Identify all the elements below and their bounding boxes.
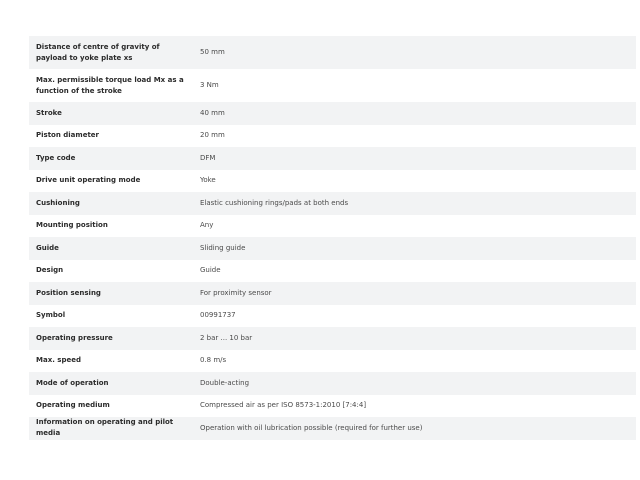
spec-value: 3 Nm [200, 81, 219, 89]
spec-label: Information on operating and pilot media [36, 418, 174, 438]
spec-value: 20 mm [200, 131, 225, 140]
spec-label: Distance of centre of gravity of payload to yoke plate xs [36, 42, 160, 62]
spec-value: 0.8 m/s [200, 356, 227, 365]
spec-value: Any [200, 221, 214, 230]
spec-value: 50 mm [200, 48, 225, 56]
spec-label: Cushioning [36, 198, 80, 207]
spec-value: For proximity sensor [200, 288, 272, 297]
table-row [29, 305, 636, 328]
spec-value: Operation with oil lubrication possible (required for further use) [200, 423, 423, 432]
table-row [29, 147, 636, 170]
table-row [29, 36, 636, 69]
spec-value: 00991737 [200, 311, 236, 320]
table-row [29, 350, 636, 373]
spec-value: Yoke [200, 176, 216, 185]
spec-label: Operating pressure [36, 333, 113, 342]
table-row [29, 372, 636, 395]
spec-label: Mounting position [36, 221, 108, 230]
spec-value: Guide [200, 266, 221, 275]
spec-value: 2 bar ... 10 bar [200, 333, 253, 342]
spec-label: Symbol [36, 311, 66, 320]
table-row [29, 282, 636, 305]
spec-label: Max. speed [36, 356, 81, 365]
table-row [29, 237, 636, 260]
table-row [29, 395, 636, 418]
spec-label: Mode of operation [36, 378, 109, 387]
spec-label: Drive unit operating mode [36, 176, 141, 185]
spec-label: Guide [36, 243, 59, 252]
table-row [29, 69, 636, 102]
spec-label: Stroke [36, 108, 62, 117]
table-row [29, 170, 636, 193]
spec-label: Piston diameter [36, 131, 99, 140]
table-row [29, 327, 636, 350]
table-row [29, 215, 636, 238]
table-row [29, 417, 636, 440]
spec-value: Elastic cushioning rings/pads at both ends [200, 198, 349, 207]
table-row [29, 102, 636, 125]
spec-label: Design [36, 266, 64, 275]
spec-label: Position sensing [36, 288, 101, 297]
spec-value: DFM [200, 153, 216, 162]
spec-label: Max. permissible torque load Mx as a function of the stroke [36, 75, 184, 95]
technical-data-table [29, 36, 636, 440]
technical-data-body [29, 36, 636, 440]
spec-value: Compressed air as per ISO 8573-1:2010 [7:4:4] [200, 401, 367, 410]
spec-value: Double-acting [200, 378, 250, 387]
spec-value: Sliding guide [200, 243, 246, 252]
spec-label: Operating medium [36, 401, 110, 410]
table-row [29, 192, 636, 215]
table-row [29, 125, 636, 148]
spec-label: Type code [36, 153, 76, 162]
table-row [29, 260, 636, 283]
spec-value: 40 mm [200, 108, 225, 117]
